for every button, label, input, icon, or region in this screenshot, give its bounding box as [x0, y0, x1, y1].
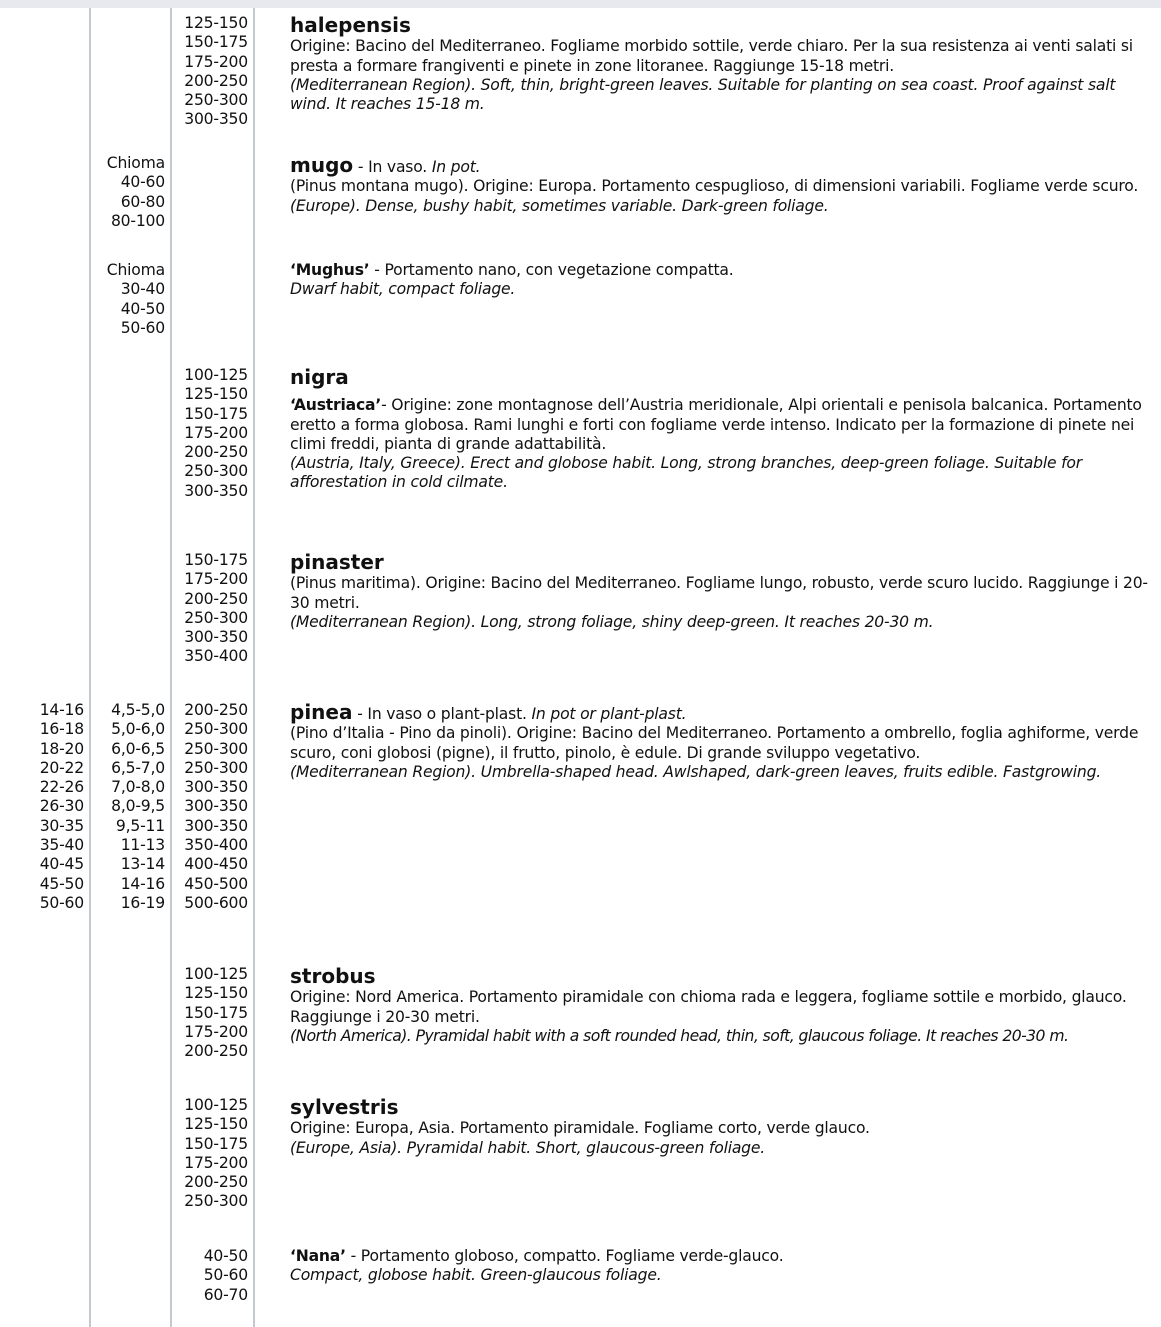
circumference-column: 14-16 16-18 18-20 20-22 22-26 26-30 30-35 35-40 40-45 45-50 50-60: [39, 701, 84, 912]
description: [290, 14, 1158, 114]
italian-description: ‘Austriaca’- Origine: zone montagnose dell’Austria meridionale, Alpi orientali e penisola balcanica. Portamento eretto a forma globosa. Rami lunghi e forti con fogliame verde intenso. Indicato per la formazione di pinete nei climi freddi, pianta di grande adattabilità.: [290, 396, 1142, 453]
species-name: pinaster: [290, 550, 384, 574]
english-description: (Mediterranean Region). Long, strong foliage, shiny deep-green. It reaches 20-30 m.: [290, 612, 934, 631]
sizes-column: 100-125 125-150 150-175 175-200 200-250 250-300: [184, 1096, 248, 1211]
italian-description: (Pino d’Italia - Pino da pinoli). Origine: Bacino del Mediterraneo. Portamento a ombrello, foglia aghiforme, verde scuro, coni globosi (pigne), il frutto, pinolo, è edule. Di grande sviluppo vegetativo.: [290, 724, 1139, 762]
crown-sizes-column: Chioma 40-60 60-80 80-100: [106, 154, 165, 230]
species-heading: mugo - In vaso. In pot.: [290, 153, 481, 177]
species-name: nigra: [290, 365, 349, 389]
description: [290, 261, 1158, 300]
italian-description: (Pinus montana mugo). Origine: Europa. Portamento cespuglioso, di dimensioni variabili. Fogliame verde scuro.: [290, 177, 1139, 196]
italian-description: Origine: Bacino del Mediterraneo. Fogliame morbido sottile, verde chiaro. Per la sua resistenza ai venti salati si presta a formare frangiventi e pinete in zone litoranee. Raggiunge 15-18 metri.: [290, 37, 1133, 75]
species-name: strobus: [290, 964, 376, 988]
description: [290, 701, 1158, 782]
english-description: (Europe, Asia). Pyramidal habit. Short, glaucous-green foliage.: [290, 1138, 766, 1157]
english-description: Compact, globose habit. Green-glaucous foliage.: [290, 1266, 662, 1285]
diameter-column: 4,5-5,0 5,0-6,0 6,0-6,5 6,5-7,0 7,0-8,0 8,0-9,5 9,5-11 11-13 13-14 14-16 16-19: [111, 701, 165, 912]
english-description: (Mediterranean Region). Umbrella-shaped head. Awlshaped, dark-green leaves, fruits edible. Fastgrowing.: [290, 762, 1102, 781]
crown-sizes-column: Chioma 30-40 40-50 50-60: [106, 261, 165, 337]
description: [290, 551, 1158, 632]
top-bar: [0, 0, 1161, 8]
italian-description: Origine: Nord America. Portamento piramidale con chioma rada e leggera, fogliame sottile e morbido, glauco. Raggiunge i 20-30 metri.: [290, 988, 1127, 1026]
italian-description: (Pinus maritima). Origine: Bacino del Mediterraneo. Fogliame lungo, robusto, verde scuro lucido. Raggiunge i 20-30 metri.: [290, 574, 1148, 612]
description: [290, 965, 1158, 1046]
english-description: (North America). Pyramidal habit with a soft rounded head, thin, soft, glaucous foliage. It reaches 20-30 m.: [290, 1026, 1069, 1045]
italian-description: ‘Nana’ - Portamento globoso, compatto. Fogliame verde-glauco.: [290, 1247, 784, 1265]
description: [290, 1096, 1158, 1158]
species-name: halepensis: [290, 13, 411, 37]
italian-description: Origine: Europa, Asia. Portamento piramidale. Fogliame corto, verde glauco.: [290, 1119, 870, 1138]
species-heading: pinea - In vaso o plant-plast. In pot or plant-plast.: [290, 700, 687, 724]
english-description: (Mediterranean Region). Soft, thin, bright-green leaves. Suitable for planting on sea coast. Proof against salt wind. It reaches 15-18 m.: [290, 75, 1116, 114]
sizes-column: 100-125 125-150 150-175 175-200 200-250 250-300 300-350: [184, 366, 248, 500]
sizes-column: 100-125 125-150 150-175 175-200 200-250: [184, 965, 248, 1061]
english-description: (Europe). Dense, bushy habit, sometimes variable. Dark-green foliage.: [290, 196, 829, 215]
sizes-column: 40-50 50-60 60-70: [203, 1247, 248, 1304]
italian-description: ‘Mughus’ - Portamento nano, con vegetazione compatta.: [290, 261, 734, 279]
sizes-column: 125-150 150-175 175-200 200-250 250-300 300-350: [184, 14, 248, 129]
sizes-column: 150-175 175-200 200-250 250-300 300-350 350-400: [184, 551, 248, 666]
column-divider-2: [170, 8, 172, 1327]
description: [290, 1247, 1158, 1286]
sizes-column: 200-250 250-300 250-300 250-300 300-350 300-350 300-350 350-400 400-450 450-500 500-600: [184, 701, 248, 912]
english-description: Dwarf habit, compact foliage.: [290, 280, 516, 299]
column-divider-1: [89, 8, 91, 1327]
description: [290, 154, 1158, 216]
species-name: sylvestris: [290, 1095, 399, 1119]
column-divider-3: [253, 8, 255, 1327]
english-description: (Austria, Italy, Greece). Erect and globose habit. Long, strong branches, deep-green foliage. Suitable for afforestation in cold cilmate.: [290, 454, 1082, 492]
description: [290, 366, 1158, 493]
